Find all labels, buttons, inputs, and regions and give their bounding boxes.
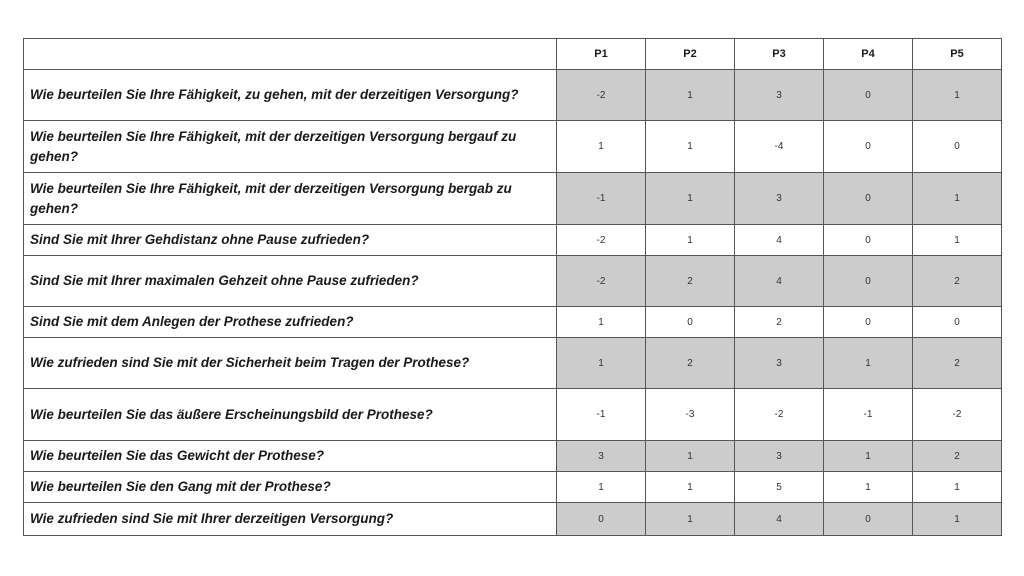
header-row	[24, 39, 1002, 70]
value-cell: -2	[557, 70, 646, 121]
header-question-cell	[24, 39, 557, 70]
value-cell: 0	[824, 307, 913, 338]
value-cell: -1	[824, 389, 913, 441]
table-row	[24, 225, 1002, 256]
value-cell: 3	[735, 441, 824, 472]
value-cell: 1	[824, 338, 913, 389]
value-cell: -2	[913, 389, 1002, 441]
value-cell: 0	[824, 70, 913, 121]
value-cell: 0	[824, 256, 913, 307]
value-cell: -2	[557, 225, 646, 256]
value-cell: 2	[913, 441, 1002, 472]
question-cell: Wie zufrieden sind Sie mit Ihrer derzeitigen Versorgung?	[24, 503, 557, 536]
value-cell: 1	[557, 121, 646, 173]
question-cell: Wie beurteilen Sie Ihre Fähigkeit, mit der derzeitigen Versorgung bergab zu gehen?	[24, 173, 557, 225]
value-cell: 0	[557, 503, 646, 536]
question-cell: Sind Sie mit dem Anlegen der Prothese zufrieden?	[24, 307, 557, 338]
value-cell: -2	[557, 256, 646, 307]
table-row	[24, 173, 1002, 225]
header-p3: P3	[735, 39, 824, 70]
header-p1: P1	[557, 39, 646, 70]
value-cell: 3	[735, 70, 824, 121]
value-cell: 1	[824, 472, 913, 503]
value-cell: 0	[824, 225, 913, 256]
value-cell: 4	[735, 225, 824, 256]
value-cell: 1	[646, 225, 735, 256]
value-cell: 4	[735, 256, 824, 307]
value-cell: 3	[735, 338, 824, 389]
value-cell: -2	[735, 389, 824, 441]
value-cell: 1	[557, 338, 646, 389]
value-cell: 1	[913, 503, 1002, 536]
value-cell: 1	[557, 307, 646, 338]
value-cell: 1	[646, 441, 735, 472]
value-cell: 1	[646, 173, 735, 225]
table-row	[24, 307, 1002, 338]
table-row	[24, 472, 1002, 503]
value-cell: 1	[646, 503, 735, 536]
value-cell: -3	[646, 389, 735, 441]
table-row	[24, 256, 1002, 307]
value-cell: 1	[913, 472, 1002, 503]
table-row	[24, 70, 1002, 121]
questionnaire-table	[23, 38, 1002, 536]
question-cell: Wie beurteilen Sie das Gewicht der Prothese?	[24, 441, 557, 472]
header-p2: P2	[646, 39, 735, 70]
question-cell: Wie beurteilen Sie Ihre Fähigkeit, mit der derzeitigen Versorgung bergauf zu gehen?	[24, 121, 557, 173]
value-cell: 1	[557, 472, 646, 503]
value-cell: 0	[824, 173, 913, 225]
value-cell: 0	[913, 307, 1002, 338]
table-row	[24, 441, 1002, 472]
value-cell: 1	[646, 472, 735, 503]
table-row	[24, 121, 1002, 173]
value-cell: 2	[646, 338, 735, 389]
value-cell: 1	[913, 70, 1002, 121]
value-cell: 3	[557, 441, 646, 472]
value-cell: 1	[913, 225, 1002, 256]
question-cell: Wie beurteilen Sie Ihre Fähigkeit, zu gehen, mit der derzeitigen Versorgung?	[24, 70, 557, 121]
value-cell: 2	[646, 256, 735, 307]
table-row	[24, 503, 1002, 536]
question-cell: Sind Sie mit Ihrer maximalen Gehzeit ohne Pause zufrieden?	[24, 256, 557, 307]
value-cell: 0	[824, 503, 913, 536]
value-cell: -4	[735, 121, 824, 173]
question-cell: Wie beurteilen Sie das äußere Erscheinungsbild der Prothese?	[24, 389, 557, 441]
value-cell: -1	[557, 389, 646, 441]
value-cell: 1	[646, 70, 735, 121]
table-row	[24, 389, 1002, 441]
value-cell: 5	[735, 472, 824, 503]
table-row	[24, 338, 1002, 389]
value-cell: 2	[913, 338, 1002, 389]
value-cell: 0	[646, 307, 735, 338]
header-p5: P5	[913, 39, 1002, 70]
question-cell: Sind Sie mit Ihrer Gehdistanz ohne Pause zufrieden?	[24, 225, 557, 256]
value-cell: 2	[913, 256, 1002, 307]
value-cell: -1	[557, 173, 646, 225]
value-cell: 1	[646, 121, 735, 173]
question-cell: Wie zufrieden sind Sie mit der Sicherheit beim Tragen der Prothese?	[24, 338, 557, 389]
value-cell: 1	[824, 441, 913, 472]
value-cell: 1	[913, 173, 1002, 225]
value-cell: 0	[913, 121, 1002, 173]
value-cell: 4	[735, 503, 824, 536]
value-cell: 2	[735, 307, 824, 338]
value-cell: 0	[824, 121, 913, 173]
header-p4: P4	[824, 39, 913, 70]
value-cell: 3	[735, 173, 824, 225]
question-cell: Wie beurteilen Sie den Gang mit der Prothese?	[24, 472, 557, 503]
